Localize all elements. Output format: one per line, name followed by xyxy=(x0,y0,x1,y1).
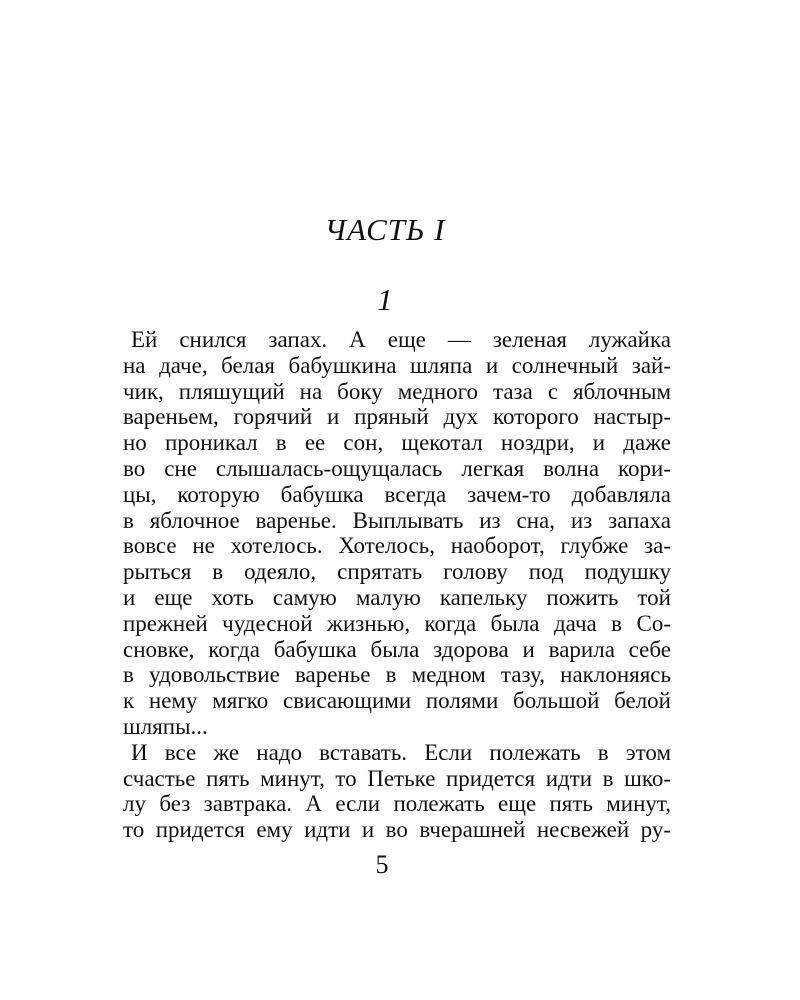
text-line: рыться в одеяло, спрятать голову под подушку xyxy=(123,559,671,585)
text-line: то придется ему идти и во вчерашней несвежей ру- xyxy=(123,817,671,843)
paragraph-1 xyxy=(123,327,671,740)
text-line: к нему мягко свисающими полями большой белой xyxy=(123,688,671,714)
text-line: И все же надо вставать. Если полежать в этом xyxy=(131,739,671,765)
part-title: ЧАСТЬ I xyxy=(324,212,446,247)
body-text xyxy=(123,327,671,843)
text-line: и еще хоть самую малую капельку пожить той xyxy=(123,584,671,610)
text-line: прежней чудесной жизнью, когда была дача в Со- xyxy=(123,610,671,636)
text-line: Ей снился запах. А еще — зеленая лужайка xyxy=(131,327,671,352)
text-line: на даче, белая бабушкина шляпа и солнечный зай- xyxy=(123,352,671,378)
text-line: в яблочное варенье. Выплывать из сна, из запаха xyxy=(123,507,671,533)
page-number: 5 xyxy=(375,850,389,879)
text-line: шляпы... xyxy=(123,713,208,739)
text-line: чик, пляшущий на боку медного таза с яблочным xyxy=(123,378,671,404)
text-line: сновке, когда бабушка была здорова и варила себе xyxy=(123,636,671,662)
text-line: лу без завтрака. А если полежать еще пять минут, xyxy=(123,791,671,817)
paragraph-2 xyxy=(123,740,671,843)
text-line: вареньем, горячий и пряный дух которого настыр- xyxy=(123,404,671,430)
text-line: но проникал в ее сон, щекотал ноздри, и даже xyxy=(123,430,671,456)
text-line: счастье пять минут, то Петьке придется идти в шко- xyxy=(123,765,671,791)
chapter-number: 1 xyxy=(377,282,393,317)
text-line: во сне слышалась-ощущалась легкая волна кори- xyxy=(123,455,671,481)
text-line: в удовольствие варенье в медном тазу, наклоняясь xyxy=(123,662,671,688)
text-line: цы, которую бабушка всегда зачем-то добавляла xyxy=(123,481,671,507)
text-line: вовсе не хотелось. Хотелось, наоборот, глубже за- xyxy=(123,533,671,559)
